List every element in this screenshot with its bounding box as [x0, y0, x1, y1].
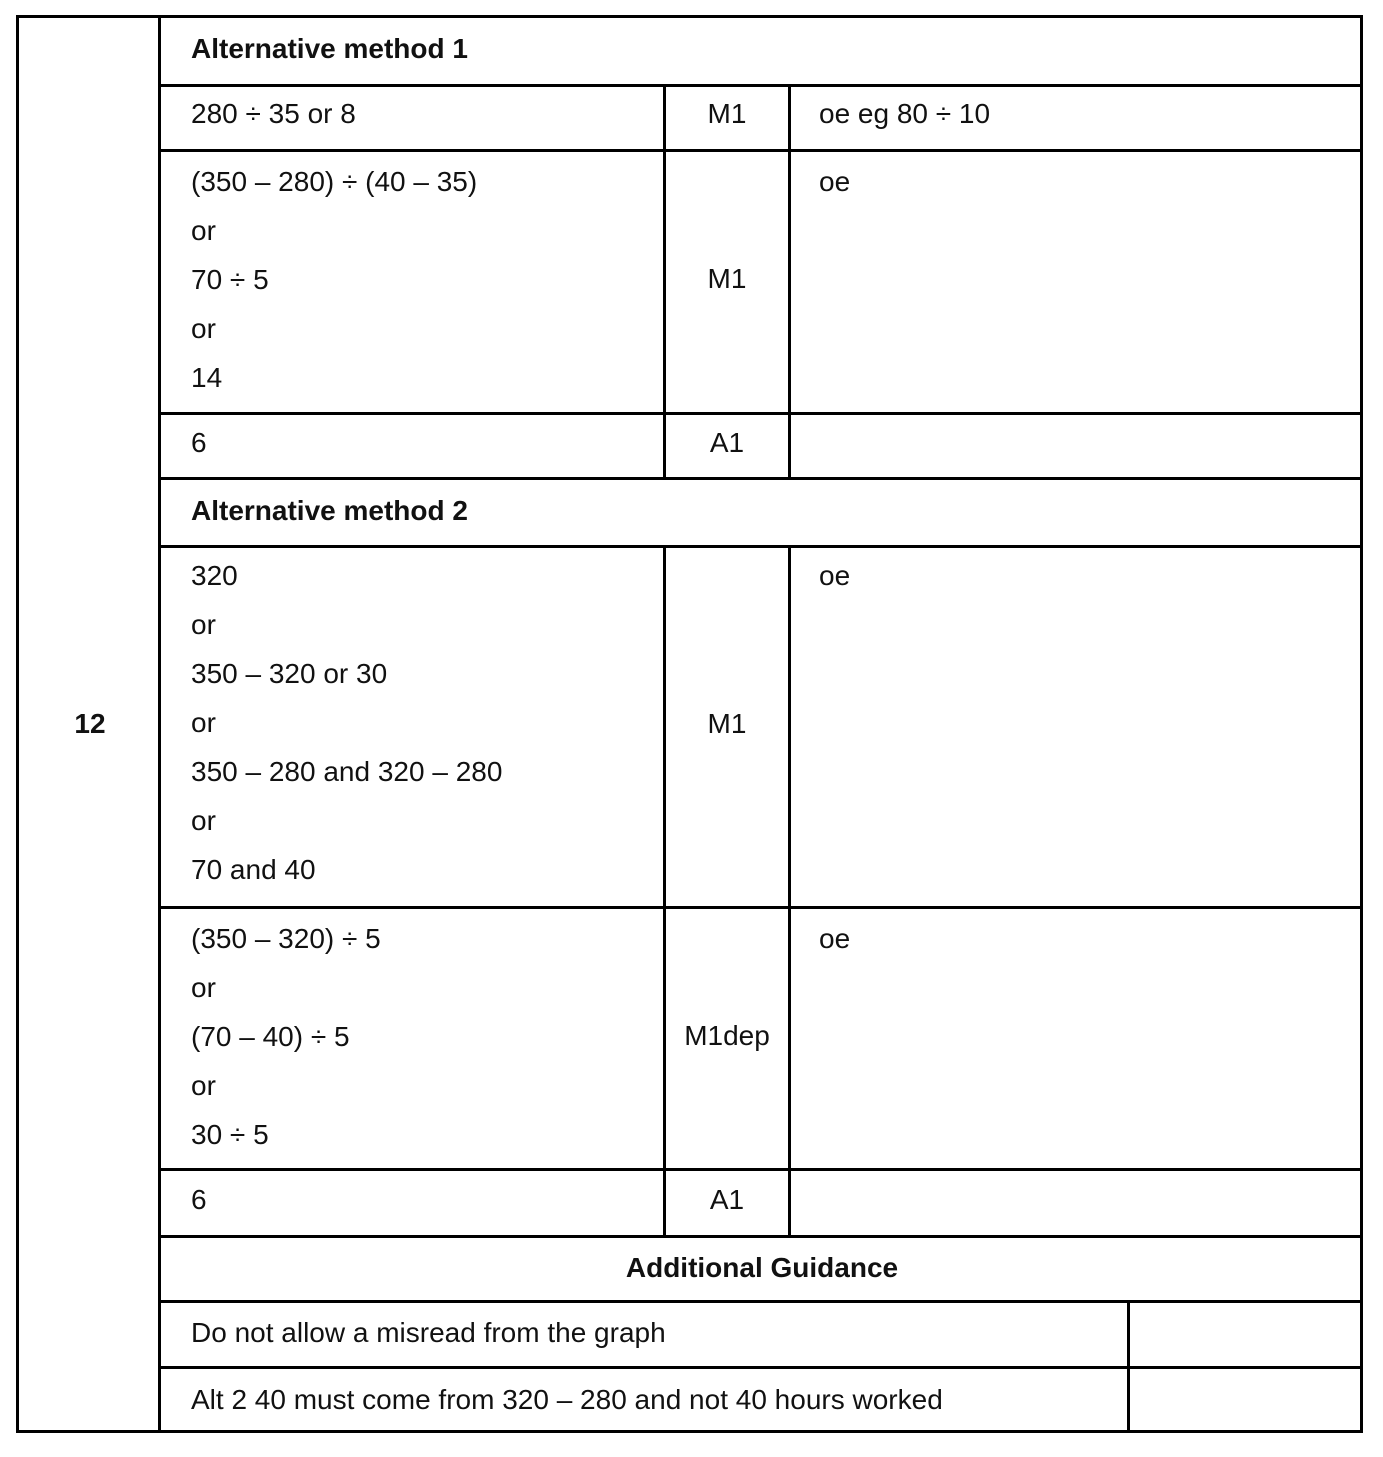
alt1-row3-mark: A1	[709, 427, 745, 458]
row-divider	[161, 412, 1363, 415]
working-line: (350 – 280) ÷ (40 – 35)	[191, 166, 478, 197]
row-divider	[161, 906, 1363, 909]
row-divider	[161, 1235, 1363, 1238]
alt2-heading: Alternative method 2	[191, 495, 468, 526]
working-line: (70 – 40) ÷ 5	[191, 1021, 350, 1052]
alt1-row1-working	[191, 98, 356, 147]
working-line: 350 – 320 or 30	[191, 658, 388, 689]
row-divider	[161, 1168, 1363, 1171]
guidance-heading: Additional Guidance	[625, 1252, 899, 1283]
row-divider	[161, 1366, 1363, 1369]
comment-column-divider	[788, 548, 791, 1238]
guidance-column-divider	[1127, 1303, 1130, 1430]
alt1-heading: Alternative method 1	[191, 33, 468, 64]
working-line: or	[191, 707, 216, 738]
row-divider	[161, 545, 1363, 548]
working-line: or	[191, 805, 216, 836]
working-line: 350 – 280 and 320 – 280	[191, 756, 503, 787]
alt2-row1-comment: oe	[819, 560, 851, 591]
comment-column-divider	[788, 87, 791, 480]
alt2-row1-working	[191, 560, 502, 903]
working-line: 14	[191, 362, 223, 393]
working-line: or	[191, 215, 216, 246]
working-line: or	[191, 609, 216, 640]
working-line: 6	[191, 427, 207, 458]
guidance-item: Do not allow a misread from the graph	[191, 1317, 666, 1348]
row-divider	[161, 149, 1363, 152]
row-divider	[161, 1300, 1363, 1303]
alt1-row2-comment: oe	[819, 166, 851, 197]
working-line: (350 – 320) ÷ 5	[191, 923, 381, 954]
working-line: 320	[191, 560, 238, 591]
guidance-item: Alt 2 40 must come from 320 – 280 and not 40 hours worked	[191, 1384, 943, 1415]
alt1-row2-mark: M1	[707, 263, 747, 294]
alt2-row2-working	[191, 923, 381, 1168]
mark-scheme-table	[16, 15, 1363, 1433]
alt1-row1-mark: M1	[707, 98, 747, 129]
working-line: 280 ÷ 35 or 8	[191, 98, 356, 129]
working-line: 70 ÷ 5	[191, 264, 269, 295]
working-line: 6	[191, 1184, 207, 1215]
alt2-row3-mark: A1	[709, 1184, 745, 1215]
working-line: 30 ÷ 5	[191, 1119, 269, 1150]
question-number: 12	[74, 708, 106, 739]
working-line: 70 and 40	[191, 854, 316, 885]
alt1-row2-working	[191, 166, 477, 411]
working-line: or	[191, 972, 216, 1003]
row-divider	[161, 477, 1363, 480]
alt1-row3-working	[191, 427, 207, 476]
working-line: or	[191, 1070, 216, 1101]
alt1-row1-comment: oe eg 80 ÷ 10	[819, 98, 991, 129]
row-divider	[161, 84, 1363, 87]
alt2-row2-mark: M1dep	[684, 1020, 770, 1051]
alt2-row3-working	[191, 1184, 207, 1233]
alt2-row2-comment: oe	[819, 923, 851, 954]
mark-column-divider	[663, 548, 666, 1238]
alt2-row1-mark: M1	[707, 708, 747, 739]
working-line: or	[191, 313, 216, 344]
